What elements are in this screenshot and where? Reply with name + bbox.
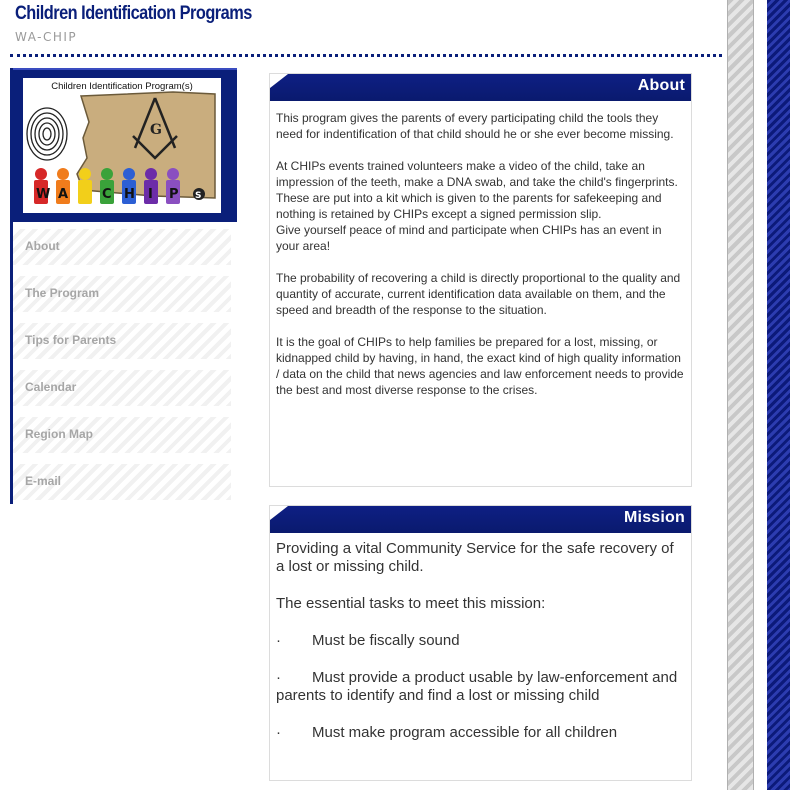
svg-text:P: P — [169, 187, 179, 202]
bullet-mark: · — [276, 669, 281, 686]
header-divider — [10, 54, 722, 57]
mission-task — [276, 669, 686, 705]
bullet-mark: · — [276, 724, 281, 741]
logo-caption: Children Identification Program(s) — [51, 81, 193, 92]
sidebar-item-region-map[interactable] — [13, 417, 231, 453]
mission-task-text: Must make program accessible for all children — [312, 724, 618, 741]
decorative-stripe-gray — [727, 0, 754, 790]
mission-task — [276, 724, 686, 742]
wa-chip-logo[interactable] — [23, 78, 221, 213]
sidebar-item-label: About — [25, 239, 60, 253]
bullet-mark: · — [276, 632, 281, 649]
sidebar-item-label: Region Map — [25, 427, 93, 441]
sidebar-item-the-program[interactable] — [13, 276, 231, 312]
mission-lead: The essential tasks to meet this mission: — [276, 595, 546, 612]
sidebar-item-label: E-mail — [25, 474, 62, 488]
svg-text:G: G — [150, 122, 162, 138]
mission-task-text: Must be fiscally sound — [312, 632, 460, 649]
about-panel — [269, 73, 692, 487]
sidebar-item-about[interactable] — [13, 229, 231, 265]
about-panel-title: About — [637, 77, 685, 94]
mission-task-text: Must provide a product usable by law-enforcement and parents to identify and find a lost or missing child — [276, 669, 678, 704]
about-panel-body — [276, 110, 686, 414]
sidebar-item-tips-for-parents[interactable] — [13, 323, 231, 359]
site-title: Children Identification Programs — [15, 3, 252, 24]
about-panel-header — [270, 74, 691, 101]
mission-panel-title: Mission — [624, 509, 685, 526]
logo-graphic — [23, 78, 221, 213]
svg-text:I: I — [148, 187, 153, 202]
sidebar-item-calendar[interactable] — [13, 370, 231, 406]
mission-panel-body — [276, 540, 686, 761]
about-paragraph: At CHIPs events trained volunteers make a video of the child, take an impression of the teeth, make a DNA swab, and take the child's fingerprints. These are put into a kit which is given to the parents for safekeeping and nothing is retained by CHIPs except a signed permission slip. — [276, 159, 678, 221]
svg-text:H: H — [124, 187, 135, 202]
mission-panel — [269, 505, 692, 781]
mission-panel-header — [270, 506, 691, 533]
svg-text:C: C — [102, 187, 112, 202]
sidebar-item-email[interactable] — [13, 464, 231, 500]
svg-text:W: W — [36, 187, 51, 202]
mission-task — [276, 632, 686, 650]
sidebar-item-label: Calendar — [25, 380, 77, 394]
about-paragraph: The probability of recovering a child is directly proportional to the quality and quantity of accurate, current identification data available on them, and the speed and breadth of the response to the situation. — [276, 271, 681, 317]
fingerprint-icon — [27, 108, 67, 160]
about-paragraph: Give yourself peace of mind and participate when CHIPs has an event in your area! — [276, 223, 662, 253]
mission-intro: Providing a vital Community Service for the safe recovery of a lost or missing child. — [276, 540, 674, 575]
about-paragraph: This program gives the parents of every participating child the tools they need for indentification of that child should he or she ever become missing. — [276, 111, 674, 141]
about-paragraph: It is the goal of CHIPs to help families be prepared for a lost, missing, or kidnapped child by having, in hand, the exact kind of high quality information / data on the child that news agencies and law enforcement needs to provide the best and most diverse response to the crises. — [276, 335, 684, 397]
logo-frame — [13, 68, 237, 222]
svg-text:A: A — [58, 187, 69, 202]
decorative-stripe-navy — [767, 0, 790, 790]
sidebar-item-label: Tips for Parents — [25, 333, 117, 347]
svg-text:S: S — [195, 191, 202, 201]
sidebar-item-label: The Program — [25, 286, 100, 300]
site-subtitle: WA-CHIP — [15, 30, 78, 44]
